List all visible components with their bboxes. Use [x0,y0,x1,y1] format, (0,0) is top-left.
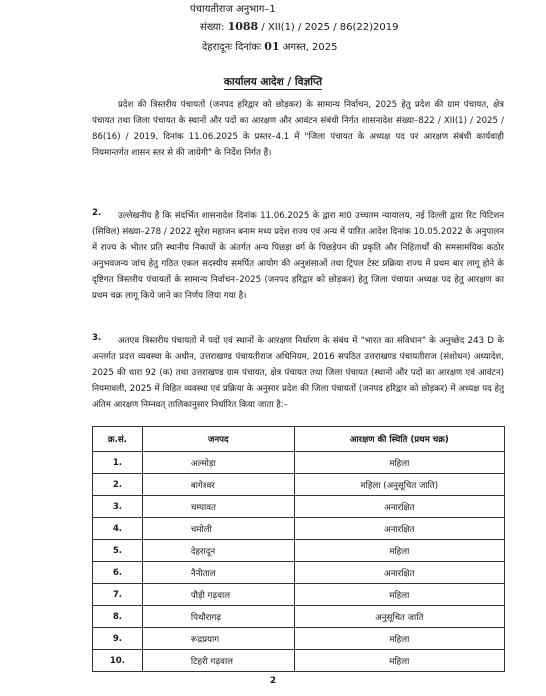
serial-cell: 5. [93,540,143,562]
serial-cell: 9. [93,628,143,650]
serial-cell: 7. [93,584,143,606]
page-number: 2 [269,676,277,686]
status-cell: महिला [294,540,504,562]
reference-line [200,20,398,34]
paragraph-3: अतएव त्रिस्तरीय पंचायतों में पदों एवं स्थानों के आरक्षण निर्धारण के संबंध में "भारत का संविधान" के अनुच्छेद 243 D के अन्तर्गत प्रदत्त व्यवस्था के अधीन, उत्तराखण्ड पंचायतीराज अधिनियम, 2016 सपठित उत्तराखण्ड पंचायतीराज (संशोधन) अध्यादेश, 2025 की धारा 92 (क) तथा उत्तराखण्ड ग्राम पंचायत, क्षेत्र पंचायत तथा जिला पंचायत (स्थानों और पदों का आरक्षण एवं आवंटन) नियमावली, 2025 में विहित व्यवस्था एवं प्रक्रिया के अनुसार प्रदेश की जिला पंचायतों (जनपद हरिद्वार को छोड़कर) में अध्यक्ष पद हेतु अंतिम आरक्षण निम्नवत् तालिकानुसार निर्धारित किया जाता है:– [92,336,504,410]
header-district: जनपद [142,427,294,452]
district-cell: रूद्रप्रयाग [142,628,294,650]
table-row [93,606,505,628]
reservation-table [92,426,505,672]
status-cell: अनुसूचित जाति [294,606,504,628]
table-row [93,496,505,518]
department-line [190,3,276,16]
paragraph-1: प्रदेश की त्रिस्तरीय पंचायतों (जनपद हरिद्वार को छोड़कर) के सामान्य निर्वाचन, 2025 हेतु प्रदेश की ग्राम पंचायत, क्षेत्र पंचायत तथा जिला पंचायत के स्थानों और पदों का आरक्षण और आवंटन संबंधी निर्गत शासनादेश संख्या–822 / XII(1) / 2025 / 86(16) / 2019, दिनांक 11.06.2025 के प्रस्तर–4.1 में "जिला पंचायत के अध्यक्ष पद पर आरक्षण संबंधी कार्यवाही नियमान्तर्गत शासन स्तर से की जायेगी" के निर्देश निर्गत हैं। [92,100,504,158]
serial-cell: 2. [93,474,143,496]
status-cell: महिला [294,452,504,474]
document-title-wrap [0,75,546,89]
table-row [93,562,505,584]
district-cell: चम्पावत [142,496,294,518]
serial-cell: 4. [93,518,143,540]
district-cell: अल्मोड़ा [142,452,294,474]
status-cell: महिला [294,584,504,606]
serial-cell: 3. [93,496,143,518]
status-cell: महिला [294,650,504,672]
date-line [202,40,337,54]
paragraph-3-number: 3. [92,333,102,343]
table-header-row [93,427,505,452]
status-cell: महिला (अनुसूचित जाति) [294,474,504,496]
district-cell: देहरादून [142,540,294,562]
reference-prefix: संख्या: [200,22,225,33]
reference-rest: / XII(1) / 2025 / 86(22)2019 [261,22,399,33]
paragraph-2-number: 2. [92,208,102,218]
header-reservation-status: आरक्षण की स्थिति (प्रथम चक्र) [294,427,504,452]
district-cell: नैनीताल [142,562,294,584]
date-rest: अगस्त, 2025 [282,42,338,53]
district-cell: टिहरी गढ़वाल [142,650,294,672]
serial-cell: 10. [93,650,143,672]
reference-number: 1088 [227,20,259,33]
header-serial: क्र.सं. [93,427,143,452]
serial-cell: 8. [93,606,143,628]
status-cell: अनारक्षित [294,496,504,518]
status-cell: महिला [294,628,504,650]
document-title: कार्यालय आदेश / विज्ञप्ति [223,76,323,88]
table-row [93,452,505,474]
status-cell: अनारक्षित [294,518,504,540]
table-row [93,540,505,562]
serial-cell: 6. [93,562,143,584]
table-row [93,584,505,606]
district-cell: पिथौरागढ़ [142,606,294,628]
department-name: पंचायतीराज अनुभाग–1 [190,4,276,15]
district-cell: चमोली [142,518,294,540]
district-cell: पौड़ी गढ़वाल [142,584,294,606]
table-row [93,474,505,496]
paragraph-2: उल्लेखनीय है कि संदर्भित शासनादेश दिनांक 11.06.2025 के द्वारा मा0 उच्चतम न्यायालय, नई दिल्ली द्वारा रिट पिटिशन (सिविल) संख्या–278 / 2022 सुरेश महाजन बनाम मध्य प्रदेश राज्य एवं अन्य में पारित आदेश दिनांक 10.05.2022 के अनुपालन में राज्य के भीतर प्रति स्थानीय निकायों के अंतर्गत अन्य पिछड़ा वर्ग के पिछड़ेपन की प्रकृति और निहितार्थों की समसामयिक कठोर अनुभवजन्य जांच हेतु गठित एकल सदस्यीय समर्पित आयोग की अनुशंसाओं तथा ट्रिपल टेस्ट प्रक्रिया राज्य में प्रथम बार लागू होने के दृष्टिगत त्रिस्तरीय पंचायतों के सामान्य निर्वाचन–2025 (जनपद हरिद्वार को छोड़कर) हेतु जिला पंचायत अध्यक्ष पद हेतु आरक्षण का प्रथम चक्र लागू किये जाने का निर्णय लिया गया है। [92,211,504,301]
table-row [93,650,505,672]
date-prefix: देहरादूनः दिनांकः [202,42,262,53]
table-row [93,628,505,650]
table-row [93,518,505,540]
district-cell: बागेश्वर [142,474,294,496]
serial-cell: 1. [93,452,143,474]
date-day: 01 [264,40,280,53]
status-cell: अनारक्षित [294,562,504,584]
